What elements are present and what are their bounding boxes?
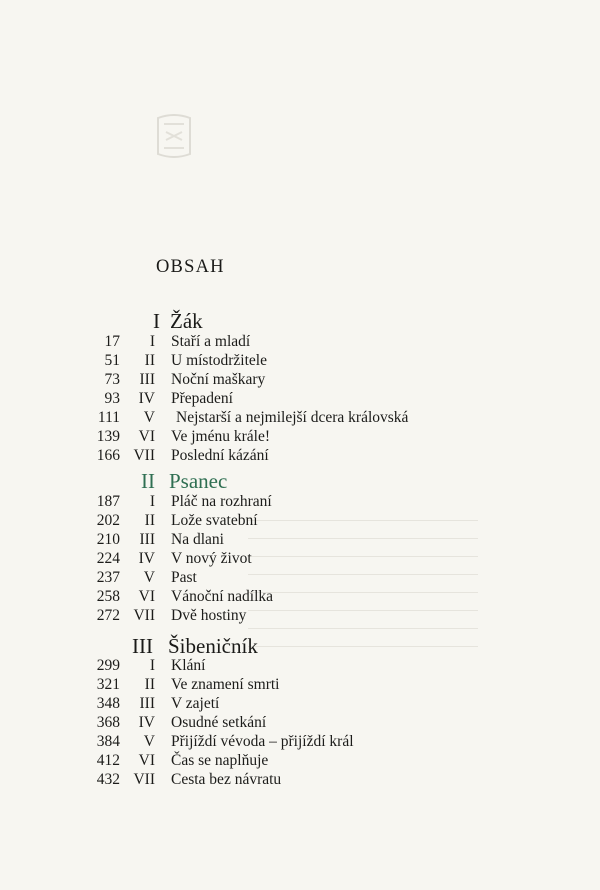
- page-number: 272: [96, 607, 120, 624]
- chapter-title: Dvě hostiny: [171, 607, 247, 624]
- page-number: 111: [97, 409, 120, 426]
- chapter-title: Přepadení: [171, 390, 233, 407]
- part-number: III: [132, 634, 153, 658]
- toc-row: [0, 446, 600, 465]
- page-number: 17: [104, 333, 120, 350]
- part-heading: [0, 309, 600, 333]
- page-number: 139: [96, 428, 120, 445]
- chapter-title: Klání: [171, 657, 206, 674]
- toc-row: [0, 511, 600, 530]
- chapter-title: Pláč na rozhraní: [171, 493, 272, 510]
- chapter-number: V: [143, 733, 155, 750]
- page-number: 224: [96, 550, 120, 567]
- chapter-number: VI: [138, 752, 155, 769]
- chapter-title: Osudné setkání: [171, 714, 267, 731]
- page-number: 237: [96, 569, 120, 586]
- chapter-number: IV: [138, 390, 155, 407]
- chapter-title: Poslední kázání: [171, 447, 269, 464]
- chapter-number: I: [149, 493, 155, 510]
- part-heading: [0, 469, 600, 493]
- page-number: 210: [96, 531, 120, 548]
- toc-row: [0, 549, 600, 568]
- toc-row: [0, 732, 600, 751]
- chapter-number: VI: [138, 588, 155, 605]
- toc-row: [0, 606, 600, 625]
- chapter-number: II: [144, 512, 155, 529]
- toc-row: [0, 351, 600, 370]
- chapter-title: Cesta bez návratu: [171, 771, 282, 788]
- toc-row: [0, 427, 600, 446]
- page-number: 166: [96, 447, 120, 464]
- part-title: Žák: [170, 309, 203, 333]
- chapter-number: VI: [138, 428, 155, 445]
- toc-row: [0, 408, 600, 427]
- chapter-title: Ve znamení smrti: [171, 676, 280, 693]
- page-number: 202: [96, 512, 120, 529]
- chapter-number: I: [149, 333, 155, 350]
- toc-row: [0, 751, 600, 770]
- chapter-number: V: [143, 409, 155, 426]
- chapter-title: U místodržitele: [171, 352, 267, 369]
- toc-row: [0, 713, 600, 732]
- chapter-number: IV: [138, 550, 155, 567]
- chapter-number: I: [149, 657, 155, 674]
- contents-title: OBSAH: [156, 257, 225, 277]
- chapter-number: VII: [133, 607, 155, 624]
- part-heading: [0, 634, 600, 658]
- toc-row: [0, 389, 600, 408]
- toc-row: [0, 694, 600, 713]
- chapter-title: V nový život: [171, 550, 252, 567]
- page-number: 432: [96, 771, 120, 788]
- chapter-title: Ve jménu krále!: [171, 428, 270, 445]
- chapter-title: Nejstarší a nejmilejší dcera královská: [176, 409, 409, 426]
- chapter-number: VII: [133, 447, 155, 464]
- toc-row: [0, 770, 600, 789]
- chapter-title: Staří a mladí: [171, 333, 251, 350]
- part-title: Šibeničník: [168, 634, 258, 658]
- toc-row: [0, 530, 600, 549]
- toc-row: [0, 675, 600, 694]
- show-through-emblem-icon: [152, 110, 196, 162]
- toc-row: [0, 587, 600, 606]
- chapter-number: III: [139, 371, 155, 388]
- chapter-title: Past: [171, 569, 197, 586]
- toc-row: [0, 568, 600, 587]
- chapter-title: V zajetí: [171, 695, 220, 712]
- chapter-title: Na dlani: [171, 531, 224, 548]
- chapter-number: III: [139, 695, 155, 712]
- chapter-number: VII: [133, 771, 155, 788]
- page-number: 299: [96, 657, 120, 674]
- chapter-number: II: [144, 676, 155, 693]
- toc-row: [0, 656, 600, 675]
- chapter-title: Čas se naplňuje: [171, 752, 269, 769]
- page-number: 368: [96, 714, 120, 731]
- chapter-number: IV: [138, 714, 155, 731]
- chapter-title: Vánoční nadílka: [171, 588, 274, 605]
- part-title: Psanec: [169, 469, 228, 493]
- page-number: 412: [96, 752, 120, 769]
- toc-row: [0, 492, 600, 511]
- page-number: 187: [96, 493, 120, 510]
- toc-row: [0, 370, 600, 389]
- page-number: 51: [104, 352, 120, 369]
- chapter-number: II: [144, 352, 155, 369]
- chapter-number: V: [143, 569, 155, 586]
- page-number: 384: [96, 733, 120, 750]
- toc-row: [0, 332, 600, 351]
- page-number: 321: [96, 676, 120, 693]
- page-number: 93: [104, 390, 120, 407]
- page-number: 73: [104, 371, 120, 388]
- page-number: 348: [96, 695, 120, 712]
- page-number: 258: [96, 588, 120, 605]
- part-number: I: [153, 309, 160, 333]
- chapter-title: Přijíždí vévoda – přijíždí král: [171, 733, 354, 750]
- chapter-number: III: [139, 531, 155, 548]
- part-number: II: [141, 469, 155, 493]
- chapter-title: Lože svatební: [171, 512, 258, 529]
- chapter-title: Noční maškary: [171, 371, 266, 388]
